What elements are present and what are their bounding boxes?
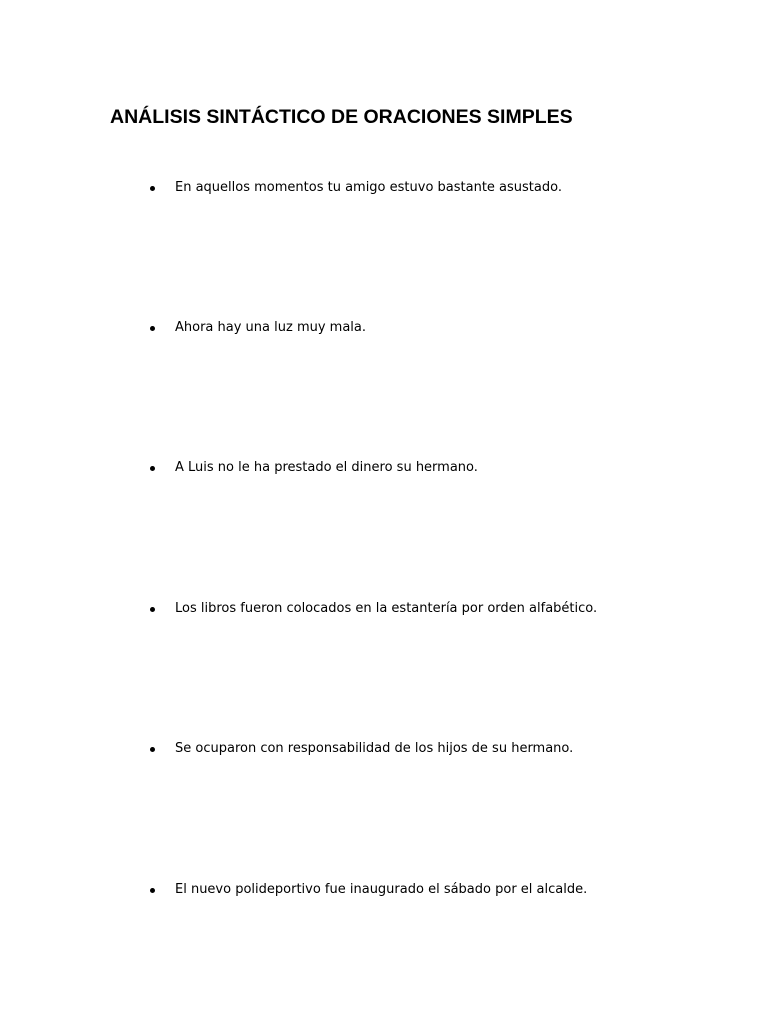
bullet-icon bbox=[150, 186, 155, 191]
sentence-text: El nuevo polideportivo fue inaugurado el sábado por el alcalde. bbox=[175, 882, 588, 897]
sentence-text: A Luis no le ha prestado el dinero su hermano. bbox=[175, 460, 478, 475]
bullet-icon bbox=[150, 747, 155, 752]
bullet-icon bbox=[150, 466, 155, 471]
sentence-text: En aquellos momentos tu amigo estuvo bastante asustado. bbox=[175, 180, 562, 195]
bullet-icon bbox=[150, 326, 155, 331]
sentence-text: Ahora hay una luz muy mala. bbox=[175, 320, 367, 335]
bullet-icon bbox=[150, 607, 155, 612]
document-title: ANÁLISIS SINTÁCTICO DE ORACIONES SIMPLES bbox=[110, 106, 573, 128]
sentence-text: Se ocuparon con responsabilidad de los hijos de su hermano. bbox=[175, 741, 574, 756]
bullet-icon bbox=[150, 888, 155, 893]
sentence-text: Los libros fueron colocados en la estantería por orden alfabético. bbox=[175, 601, 598, 616]
